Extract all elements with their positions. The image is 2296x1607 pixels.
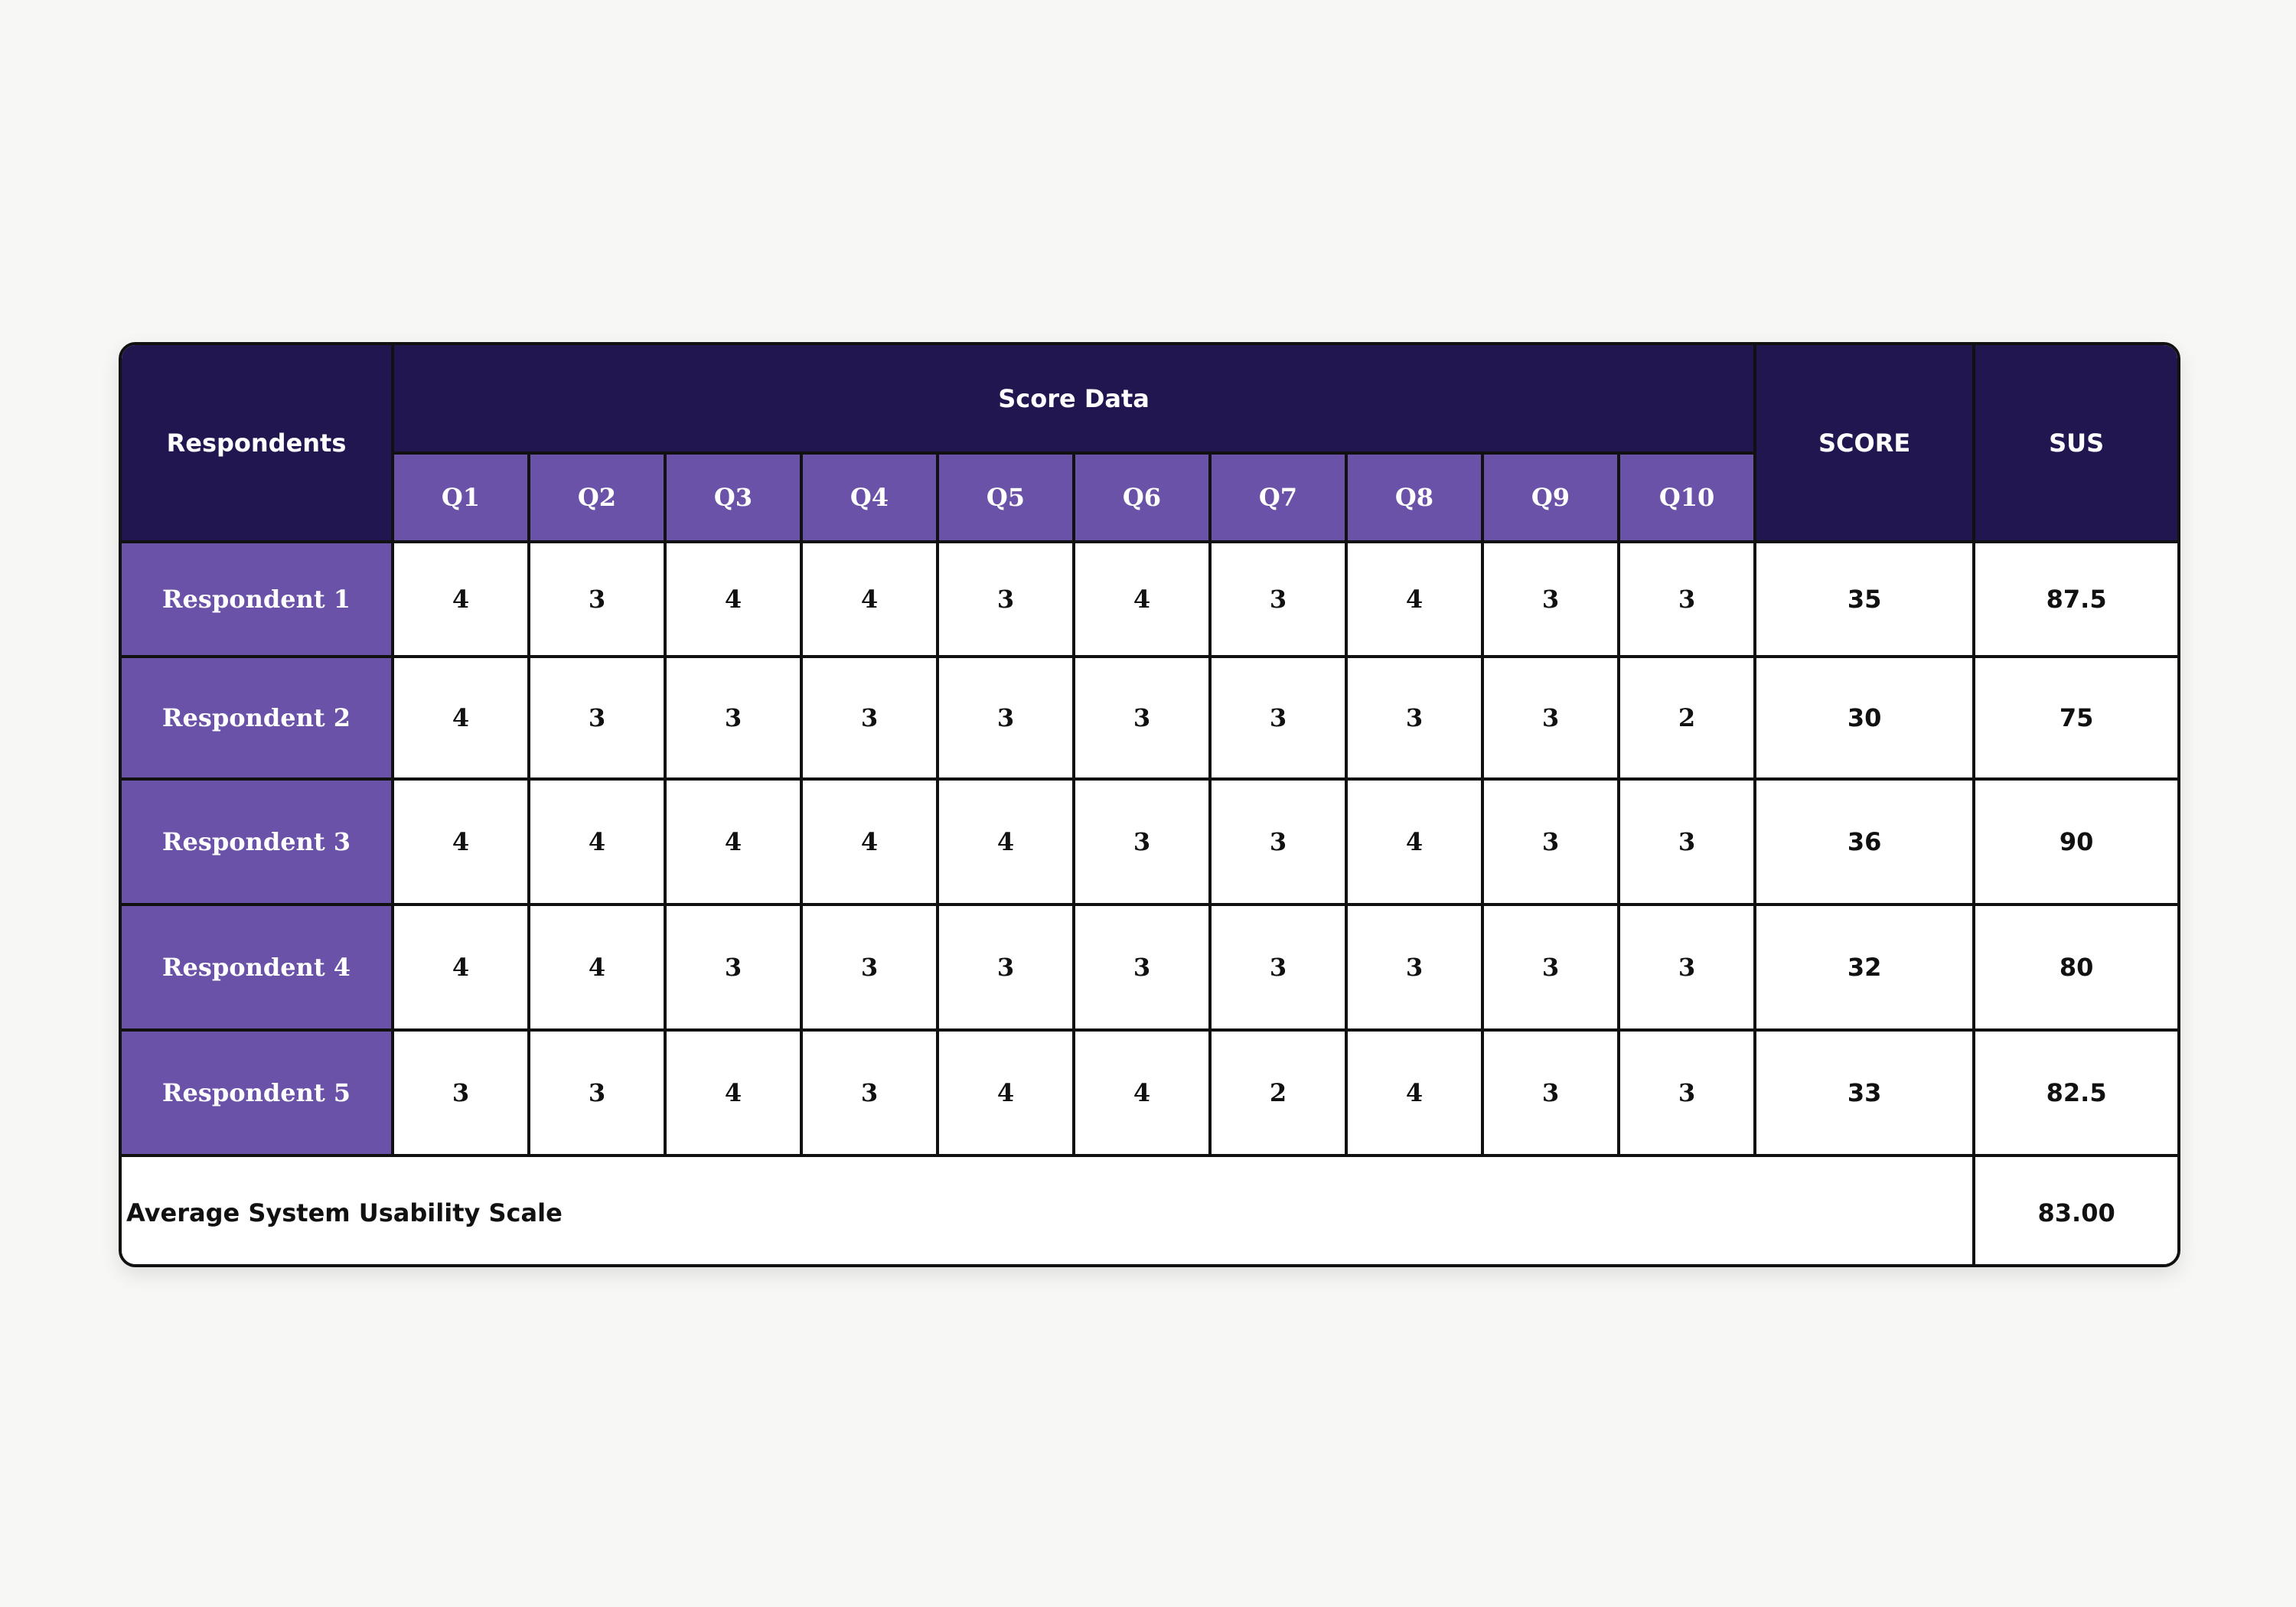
answer-cell: 4 <box>393 779 529 905</box>
answer-cell: 3 <box>1210 657 1346 779</box>
sus-cell: 75 <box>1974 657 2177 779</box>
answer-cell: 3 <box>1619 542 1755 657</box>
question-header-q8: Q8 <box>1346 453 1482 542</box>
answer-cell: 4 <box>393 905 529 1030</box>
score-header: SCORE <box>1755 345 1974 542</box>
respondent-label: Respondent 2 <box>122 657 393 779</box>
answer-cell: 4 <box>1074 542 1210 657</box>
table-row <box>122 779 2177 905</box>
question-header-q9: Q9 <box>1482 453 1619 542</box>
answer-cell: 3 <box>1210 542 1346 657</box>
answer-cell: 3 <box>1346 657 1482 779</box>
respondents-header: Respondents <box>122 345 393 542</box>
table-row <box>122 542 2177 657</box>
answer-cell: 4 <box>665 779 801 905</box>
answer-cell: 4 <box>665 1030 801 1156</box>
question-header-q6: Q6 <box>1074 453 1210 542</box>
answer-cell: 3 <box>1482 1030 1619 1156</box>
score-cell: 30 <box>1755 657 1974 779</box>
average-row <box>122 1156 2177 1267</box>
score-cell: 32 <box>1755 905 1974 1030</box>
answer-cell: 3 <box>1210 779 1346 905</box>
respondent-label: Respondent 1 <box>122 542 393 657</box>
answer-cell: 4 <box>938 779 1074 905</box>
answer-cell: 3 <box>1619 1030 1755 1156</box>
answer-cell: 3 <box>1346 905 1482 1030</box>
sus-table-card <box>119 342 2180 1267</box>
question-header-q3: Q3 <box>665 453 801 542</box>
answer-cell: 3 <box>393 1030 529 1156</box>
answer-cell: 3 <box>529 1030 665 1156</box>
answer-cell: 3 <box>938 905 1074 1030</box>
question-header-q7: Q7 <box>1210 453 1346 542</box>
answer-cell: 4 <box>529 779 665 905</box>
answer-cell: 2 <box>1210 1030 1346 1156</box>
table-row <box>122 657 2177 779</box>
answer-cell: 3 <box>801 905 938 1030</box>
answer-cell: 3 <box>801 657 938 779</box>
sus-cell: 80 <box>1974 905 2177 1030</box>
average-sus-label: Average System Usability Scale <box>122 1156 1974 1267</box>
answer-cell: 4 <box>1074 1030 1210 1156</box>
table-row <box>122 905 2177 1030</box>
answer-cell: 4 <box>665 542 801 657</box>
sus-header: SUS <box>1974 345 2177 542</box>
answer-cell: 3 <box>1074 779 1210 905</box>
score-cell: 36 <box>1755 779 1974 905</box>
answer-cell: 3 <box>1482 779 1619 905</box>
sus-score-table <box>122 345 2177 1267</box>
average-sus-value: 83.00 <box>1974 1156 2177 1267</box>
answer-cell: 3 <box>938 657 1074 779</box>
answer-cell: 4 <box>393 542 529 657</box>
answer-cell: 3 <box>1482 657 1619 779</box>
respondent-label: Respondent 3 <box>122 779 393 905</box>
sus-cell: 90 <box>1974 779 2177 905</box>
respondent-label: Respondent 5 <box>122 1030 393 1156</box>
question-header-q2: Q2 <box>529 453 665 542</box>
sus-cell: 87.5 <box>1974 542 2177 657</box>
question-header-q4: Q4 <box>801 453 938 542</box>
answer-cell: 3 <box>665 657 801 779</box>
answer-cell: 3 <box>801 1030 938 1156</box>
header-row-top <box>122 345 2177 453</box>
answer-cell: 4 <box>529 905 665 1030</box>
question-header-q10: Q10 <box>1619 453 1755 542</box>
question-header-q5: Q5 <box>938 453 1074 542</box>
answer-cell: 3 <box>1210 905 1346 1030</box>
answer-cell: 4 <box>1346 1030 1482 1156</box>
answer-cell: 3 <box>529 542 665 657</box>
answer-cell: 4 <box>938 1030 1074 1156</box>
answer-cell: 4 <box>801 542 938 657</box>
answer-cell: 4 <box>393 657 529 779</box>
sus-cell: 82.5 <box>1974 1030 2177 1156</box>
score-data-header: Score Data <box>393 345 1755 453</box>
score-cell: 35 <box>1755 542 1974 657</box>
answer-cell: 3 <box>1482 905 1619 1030</box>
score-cell: 33 <box>1755 1030 1974 1156</box>
answer-cell: 4 <box>1346 779 1482 905</box>
respondent-label: Respondent 4 <box>122 905 393 1030</box>
answer-cell: 4 <box>801 779 938 905</box>
answer-cell: 3 <box>529 657 665 779</box>
answer-cell: 3 <box>938 542 1074 657</box>
answer-cell: 3 <box>1619 779 1755 905</box>
table-row <box>122 1030 2177 1156</box>
answer-cell: 4 <box>1346 542 1482 657</box>
answer-cell: 3 <box>1619 905 1755 1030</box>
answer-cell: 3 <box>1482 542 1619 657</box>
answer-cell: 3 <box>665 905 801 1030</box>
answer-cell: 3 <box>1074 905 1210 1030</box>
answer-cell: 2 <box>1619 657 1755 779</box>
question-header-q1: Q1 <box>393 453 529 542</box>
answer-cell: 3 <box>1074 657 1210 779</box>
